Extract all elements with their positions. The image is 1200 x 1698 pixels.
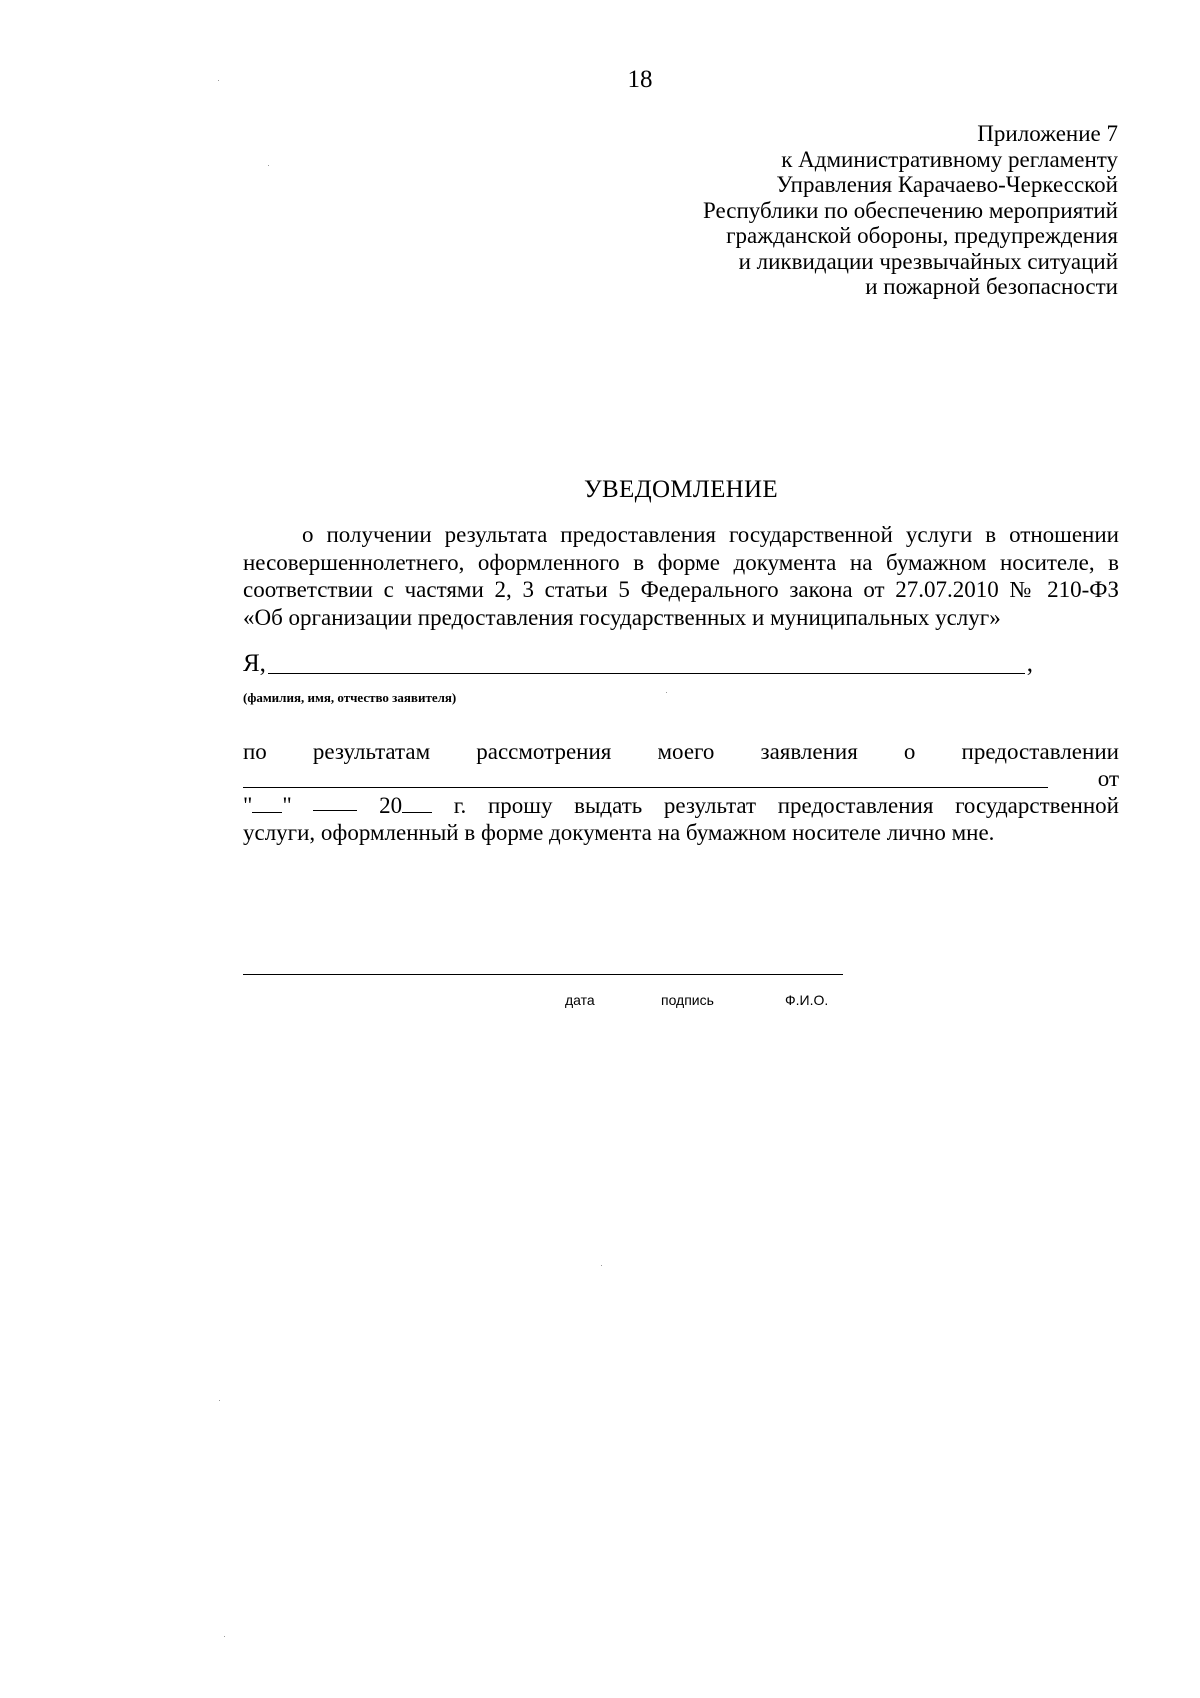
body-word: предоставления	[777, 793, 934, 818]
body-line-1	[243, 738, 1119, 765]
subtitle-line: соответствии с частями 2, 3 статьи 5 Федерального закона от 27.07.2010 № 210-ФЗ	[243, 577, 1119, 602]
applicant-name-field[interactable]	[268, 651, 1025, 674]
scan-speck	[224, 1636, 225, 1637]
date-day-group	[243, 792, 292, 819]
signature-sign-label: подпись	[661, 992, 714, 1008]
appendix-line: к Административному регламенту	[781, 146, 1118, 172]
applicant-name-row	[243, 650, 1033, 678]
body-word: рассмотрения	[476, 739, 612, 764]
ot-word: от	[1097, 766, 1119, 791]
appendix-line: Управления Карачаево-Черкесской	[776, 172, 1118, 197]
date-quote-close: "	[282, 793, 292, 818]
date-year-field[interactable]	[402, 794, 432, 813]
body-line-2	[243, 765, 1119, 792]
body-word: г.	[453, 793, 467, 818]
page-number: 18	[627, 66, 653, 93]
body-word: выдать	[574, 793, 643, 818]
scan-speck	[268, 165, 269, 166]
body-word: предоставлении	[961, 739, 1119, 764]
date-year-prefix: 20	[379, 793, 403, 818]
appendix-line: Приложение 7	[977, 121, 1118, 146]
signature-name-label: Ф.И.О.	[785, 992, 829, 1008]
scan-speck	[219, 1400, 220, 1401]
scan-speck	[666, 692, 667, 693]
date-month-field[interactable]	[313, 792, 357, 811]
service-name-field[interactable]	[243, 769, 1048, 788]
appendix-line: и пожарной безопасности	[865, 274, 1118, 299]
date-day-field[interactable]	[252, 794, 282, 813]
body-word: заявления	[760, 739, 858, 764]
body-word: прошу	[487, 793, 553, 818]
body-word: по	[243, 739, 267, 764]
body-word: результат	[663, 793, 757, 818]
subtitle-line: о получении результата предоставления государственной услуги в отношении	[302, 522, 1119, 547]
date-year-group	[379, 792, 432, 819]
signature-date-label: дата	[565, 992, 595, 1008]
subtitle-line: «Об организации предоставления государственных и муниципальных услуг»	[243, 604, 1001, 630]
notice-title: УВЕДОМЛЕНИЕ	[584, 476, 778, 503]
scan-speck	[218, 80, 219, 81]
body-line-4: услуги, оформленный в форме документа на бумажном носителе лично мне.	[243, 820, 995, 845]
date-quote-open: "	[243, 793, 253, 818]
subtitle-line: несовершеннолетнего, оформленного в форме документа на бумажном носителе, в	[243, 549, 1119, 575]
appendix-line: Республики по обеспечению мероприятий	[703, 197, 1118, 223]
appendix-line: гражданской обороны, предупреждения	[726, 223, 1118, 248]
scan-speck	[601, 1265, 602, 1266]
appendix-line: и ликвидации чрезвычайных ситуаций	[738, 248, 1118, 274]
applicant-suffix: ,	[1026, 650, 1033, 677]
body-word: моего	[657, 739, 715, 764]
body-word: о	[903, 739, 916, 764]
notice-subtitle	[243, 521, 1119, 631]
body-word: государственной	[955, 793, 1119, 818]
applicant-name-caption: (фамилия, имя, отчество заявителя)	[243, 690, 457, 705]
signature-line[interactable]	[243, 974, 843, 975]
applicant-prefix: Я,	[243, 650, 266, 677]
appendix-header	[560, 121, 1118, 300]
body-line-3	[243, 792, 1119, 819]
notice-body	[243, 738, 1119, 846]
body-word: результатам	[312, 739, 431, 764]
